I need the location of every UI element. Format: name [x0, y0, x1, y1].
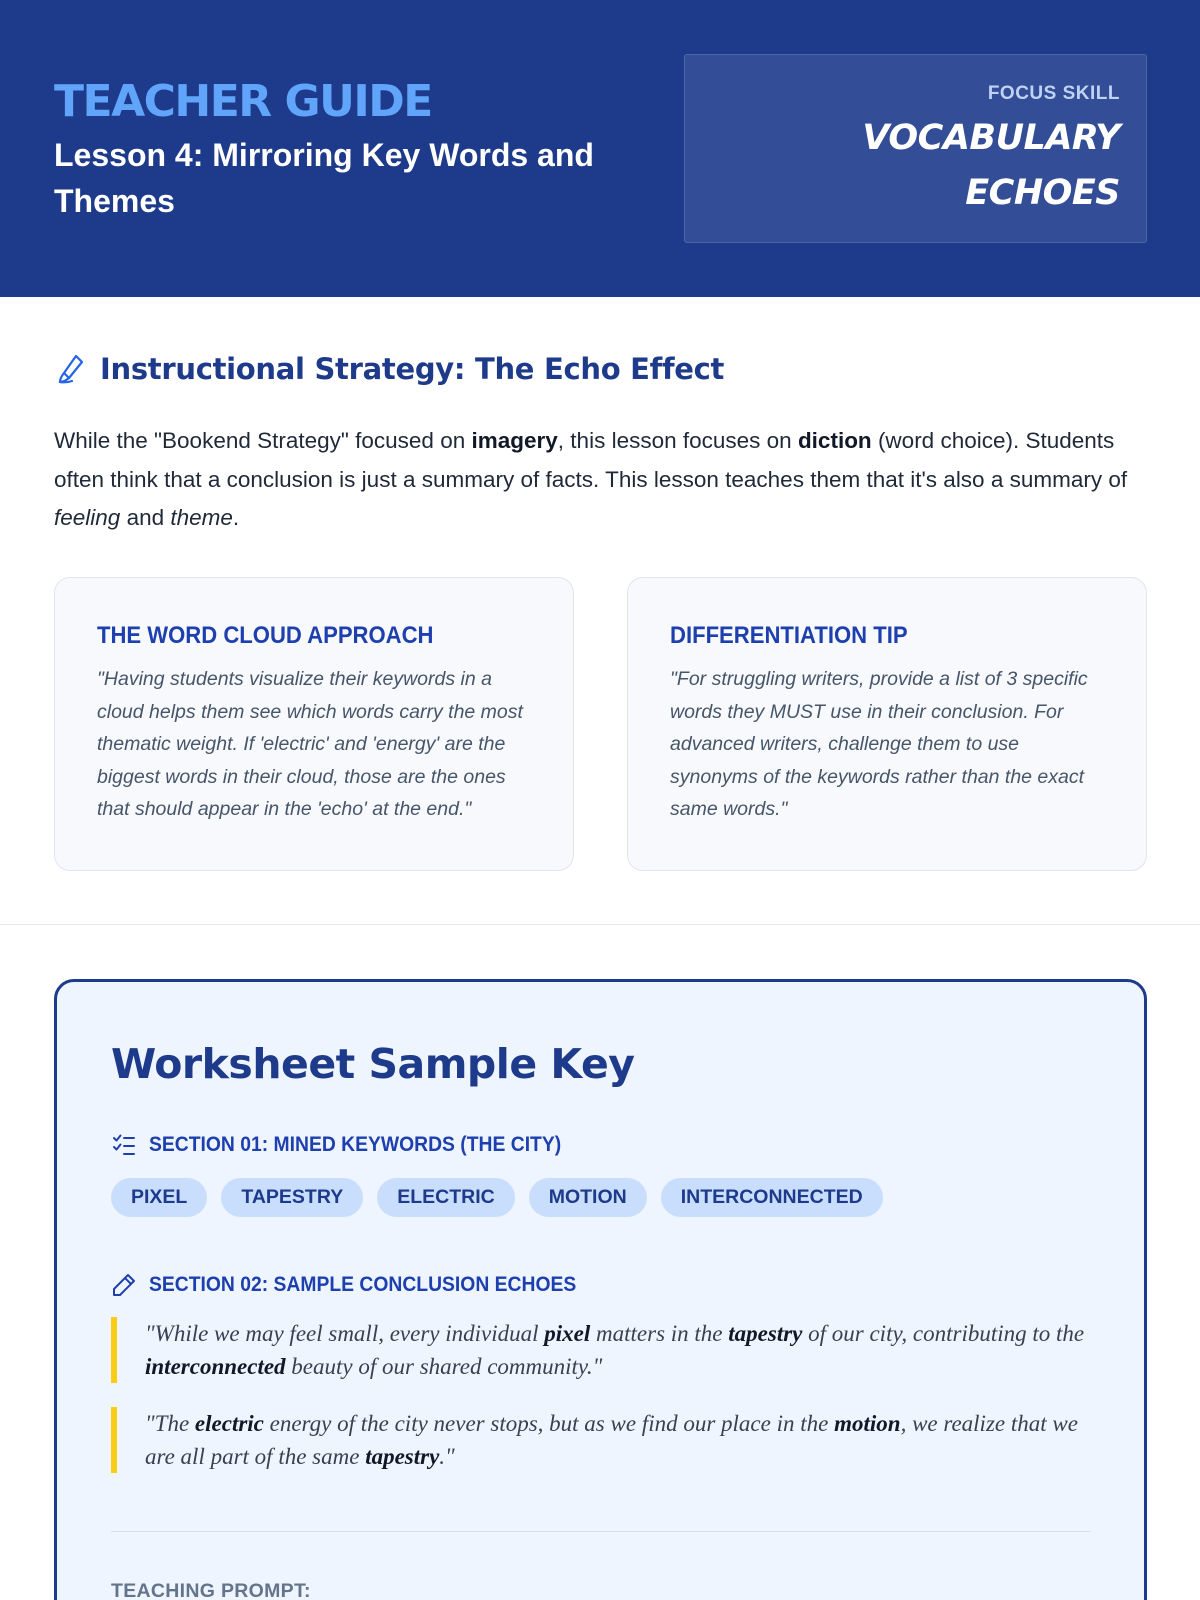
focus-skill-label: FOCUS SKILL [987, 83, 1120, 104]
section-02-label: SECTION 02: SAMPLE CONCLUSION ECHOES [149, 1273, 577, 1296]
focus-skill-line1: VOCABULARY [862, 118, 1120, 158]
worksheet-title: Worksheet Sample Key [111, 1040, 635, 1088]
keyword-tags [111, 1178, 883, 1217]
checklist-icon [111, 1132, 137, 1158]
card-body: "Having students visualize their keywords in a cloud helps them see which words carry the most thematic weight. If 'electric' and 'energy' are the biggest words in their cloud, those are the ones that should appear in the 'echo' at the end." [97, 668, 523, 820]
pencil-icon [111, 1272, 137, 1298]
pen-nib-icon [56, 352, 86, 386]
section-01-label: SECTION 01: MINED KEYWORDS (THE CITY) [149, 1133, 562, 1156]
strategy-heading-text: Instructional Strategy: The Echo Effect [100, 352, 725, 386]
worksheet-sample-key [54, 979, 1147, 1600]
lesson-title-line1: Lesson 4: Mirroring Key Words and [54, 137, 594, 173]
sample-echo-quote: "While we may feel small, every individual pixel matters in the tapestry of our city, contributing to the interconnected beauty of our shared community." [111, 1317, 1091, 1383]
guide-title: TEACHER GUIDE [54, 76, 432, 127]
section-divider [0, 924, 1200, 925]
lesson-title-line2: Themes [54, 183, 175, 219]
keyword-tag: ELECTRIC [377, 1178, 515, 1217]
keyword-tag: INTERCONNECTED [661, 1178, 883, 1217]
strategy-heading [56, 352, 724, 386]
focus-skill-value [685, 111, 1120, 221]
header-title-block [54, 76, 624, 224]
section-02-heading [111, 1272, 613, 1298]
strategy-intro: While the "Bookend Strategy" focused on imagery, this lesson focuses on diction (word choice). Students often think that a conclusion is just a summary of facts. This lesson teaches them that it's also a summary of feeling and theme. [54, 428, 1128, 530]
page-header [0, 0, 1200, 297]
differentiation-card [627, 577, 1147, 871]
keyword-tag: MOTION [529, 1178, 647, 1217]
keyword-tag: TAPESTRY [221, 1178, 363, 1217]
worksheet-divider [111, 1531, 1091, 1532]
lesson-title [54, 132, 624, 224]
teaching-prompt-label: TEACHING PROMPT: [111, 1580, 311, 1600]
word-cloud-card [54, 577, 574, 871]
sample-echo-quote: "The electric energy of the city never stops, but as we find our place in the motion, we realize that we are all part of the same tapestry." [111, 1407, 1091, 1473]
card-title: THE WORD CLOUD APPROACH [97, 622, 434, 649]
keyword-tag: PIXEL [111, 1178, 207, 1217]
card-body: "For struggling writers, provide a list of 3 specific words they MUST use in their conclusion. For advanced writers, challenge them to use synonyms of the keywords rather than the exact same words." [670, 668, 1088, 820]
card-title: DIFFERENTIATION TIP [670, 622, 908, 649]
focus-skill-line2: ECHOES [965, 173, 1120, 213]
focus-skill-box [684, 54, 1147, 243]
section-01-heading [111, 1132, 597, 1158]
